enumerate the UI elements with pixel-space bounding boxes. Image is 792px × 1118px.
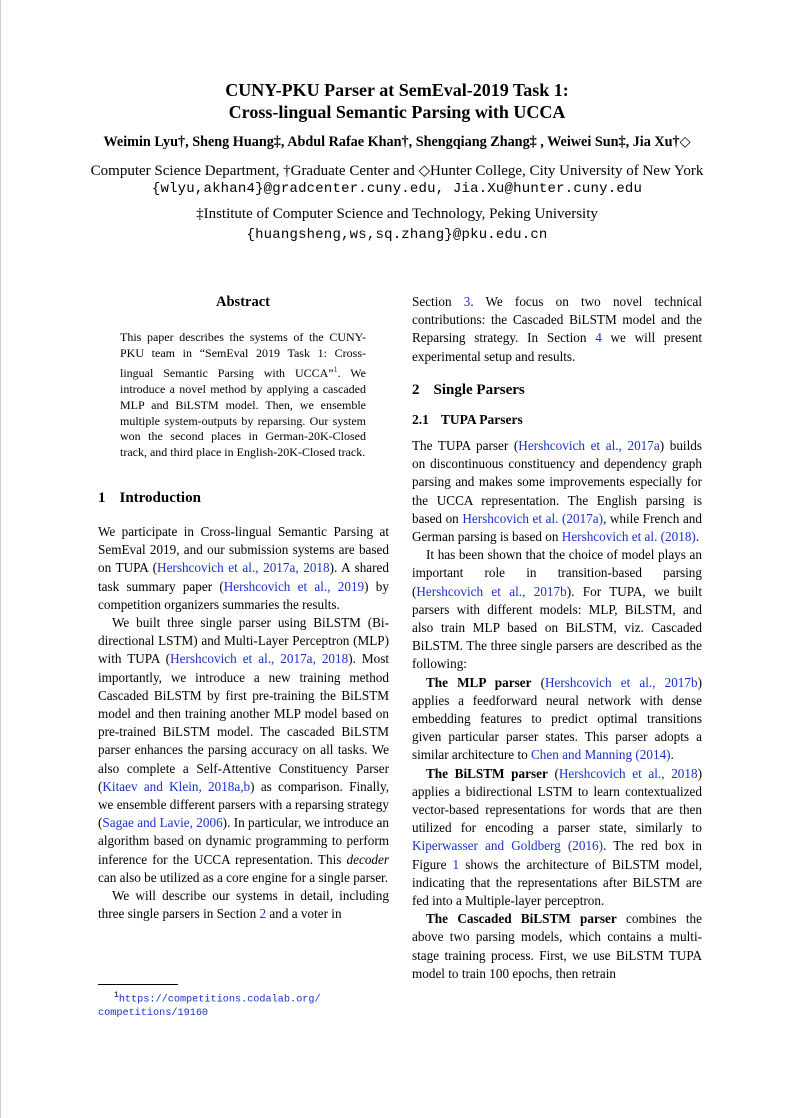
section-title: Single Parsers [433,382,525,398]
intro-paragraph-1 [98,523,389,614]
citation-link[interactable]: Hershcovich et al., 2017a, 2018 [170,651,349,667]
section-1-heading [98,490,201,507]
citation-link[interactable]: Kitaev and Klein, 2018a,b [102,778,251,794]
italic-term: decoder [346,851,389,867]
email-cuny[interactable]: {wlyu,akhan4}@gradcenter.cuny.edu, Jia.Xu@hunter.cuny.edu [151,181,643,197]
section-title: Introduction [119,490,201,506]
text: . [670,747,674,763]
text: shows the architecture of BiLSTM model, indicating that the representations after BiLSTM are fed into a Multiple-layer perceptron. [412,856,702,909]
bold-term: The Cascaded BiLSTM parser [426,911,617,927]
text: ) by competition organizers summaries the results. [98,578,389,612]
text: Section [412,294,464,309]
text: We built three single parser using BiLSTM (Bi-directional LSTM) and Multi-Layer Perceptron (MLP) with TUPA ( [98,615,389,667]
abstract-text-b: . We introduce a novel method by applying a cascaded MLP and BiLSTM model. Then, we ensemble multiple system-outputs by reparsing. Our system won the second places in German-20K-Closed track, and third place in English-20K-Closed track. [120,365,366,460]
text: , while French and German parsing is based on [412,510,702,545]
footnote-rule [98,984,178,985]
text: ) as comparison. Finally, we ensemble different parsers with a reparsing strategy ( [98,778,389,831]
text: . [695,529,700,545]
text: . We focus on two novel technical contributions: the Cascaded BiLSTM model and the Reparsing strategy. In Section [412,294,702,346]
citation-link[interactable]: Kiperwasser and Goldberg (2016) [412,838,604,854]
text: We will describe our systems in detail, including three single parsers in Section [98,888,389,922]
subsection-2-1-heading [412,412,523,428]
text: ). In particular, we introduce an algorithm based on dynamic programming to perform inference for the UCCA representation. This [98,815,389,867]
abstract-text-a: This paper describes the systems of the CUNY-PKU team in “SemEval 2019 Task 1: Cross-lingual Semantic Parsing with UCCA” [120,330,366,380]
right-paragraph-0 [412,293,702,366]
cascaded-paragraph [412,910,702,983]
tupa-paragraph [412,437,702,546]
citation-link[interactable]: Hershcovich et al., 2018 [558,765,698,781]
affiliation-pku: ‡Institute of Computer Science and Technology, Peking University [196,206,598,222]
figure-ref-link[interactable]: 1 [452,856,460,872]
text: We participate in Cross-lingual Semantic Parsing at SemEval 2019, and our submission systems are based on TUPA ( [98,524,389,576]
citation-link[interactable]: Hershcovich et al., 2017b [416,583,567,599]
section-number: 2 [412,382,420,398]
text: ). A shared task summary paper ( [98,560,389,594]
citation-link[interactable]: Hershcovich et al. (2017a) [462,510,604,526]
text: . The red box in Figure [412,838,702,872]
footnote-number: 1 [114,991,119,1000]
text: we will present experimental setup and results. [412,330,702,364]
text: ) applies a bidirectional LSTM to learn contextualized vector-based representations for words that are then utilized for encoding a parser state, similarly to [412,765,702,836]
footnote-url-a[interactable]: https://competitions.codalab.org/ [118,994,321,1006]
abstract-heading: Abstract [216,294,270,310]
intro-paragraph-3 [98,887,389,923]
subsection-number: 2.1 [412,412,429,427]
right-column-top [412,293,702,366]
intro-paragraph-2 [98,614,389,887]
text: ). Most importantly, we introduce a new training method Cascaded BiLSTM by first pre-training the BiLSTM model and then training another MLP model based on pre-trained BiLSTM model. The cascaded BiLSTM parser enhances the parsing accuracy on all tasks. We also complete a Self-Attentive Constituency Parser ( [98,651,389,794]
subsection-title: TUPA Parsers [440,412,523,427]
text: It has been shown that the choice of model plays an important role in transition-based parsing ( [412,547,702,599]
section-ref-link[interactable]: 4 [595,330,602,346]
section-number: 1 [98,490,106,506]
text: ) builds on discontinuous constituency and dependency graph parsing and makes some improvements especially for the UCCA representation. The English parsing is based on [412,438,702,526]
citation-link[interactable]: Hershcovich et al., 2017a, 2018 [157,560,330,576]
bold-term: The MLP parser [426,674,532,690]
models-paragraph [412,546,702,673]
text: ( [531,674,545,690]
text: combines the above two parsing models, which contains a multi-stage training process. First, we use BiLSTM TUPA model to train 100 epochs, then retrain [412,911,702,981]
author-list: Weimin Lyu†, Sheng Huang‡, Abdul Rafae Khan†, Shengqiang Zhang‡ , Weiwei Sun‡, Jia Xu†◇ [103,134,691,150]
citation-link[interactable]: Hershcovich et al. (2018) [561,529,696,545]
affiliation-cuny: Computer Science Department, †Graduate Center and ◇Hunter College, City University of New York [90,163,704,179]
text: can also be utilized as a core engine for a single parser. [98,869,389,885]
text: The TUPA parser ( [412,438,519,453]
text: ). For TUPA, we built parsers with different models: MLP, BiLSTM, and also train MLP based on BiLSTM, viz. Cascaded BiLSTM. The three single parsers are described as the following: [412,583,702,672]
citation-link[interactable]: Hershcovich et al., 2017b [544,674,698,690]
paper-title-line-2: Cross-lingual Semantic Parsing with UCCA [228,102,566,122]
bilstm-paragraph [412,765,702,911]
text: ) applies a feedforward neural network with dense embedding features to predict optimal transitions given particular parser states. This parser adopts a similar architecture to [412,674,702,763]
citation-link[interactable]: Hershcovich et al., 2019 [223,578,365,594]
paper-title-line-1: CUNY-PKU Parser at SemEval-2019 Task 1: [225,80,569,100]
left-column [98,523,389,923]
footnote-line-2[interactable]: competitions/19160 [98,1008,209,1020]
abstract-body [120,330,366,461]
footnote [98,989,321,1021]
section-2-heading [412,382,525,399]
citation-link[interactable]: Hershcovich et al., 2017a [518,438,660,453]
citation-link[interactable]: Chen and Manning (2014) [531,747,671,763]
text: ( [547,765,559,781]
text: and a voter in [266,906,342,922]
right-column-body [412,437,702,983]
email-pku[interactable]: {huangsheng,ws,sq.zhang}@pku.edu.cn [246,227,548,243]
footnote-line-1[interactable] [98,989,321,1007]
citation-link[interactable]: Sagae and Lavie, 2006 [102,815,223,831]
bold-term: The BiLSTM parser [426,765,548,781]
mlp-paragraph [412,674,702,765]
section-ref-link[interactable]: 2 [259,906,267,922]
footnote-marker[interactable]: 1 [333,364,338,374]
section-ref-link[interactable]: 3 [463,294,471,309]
